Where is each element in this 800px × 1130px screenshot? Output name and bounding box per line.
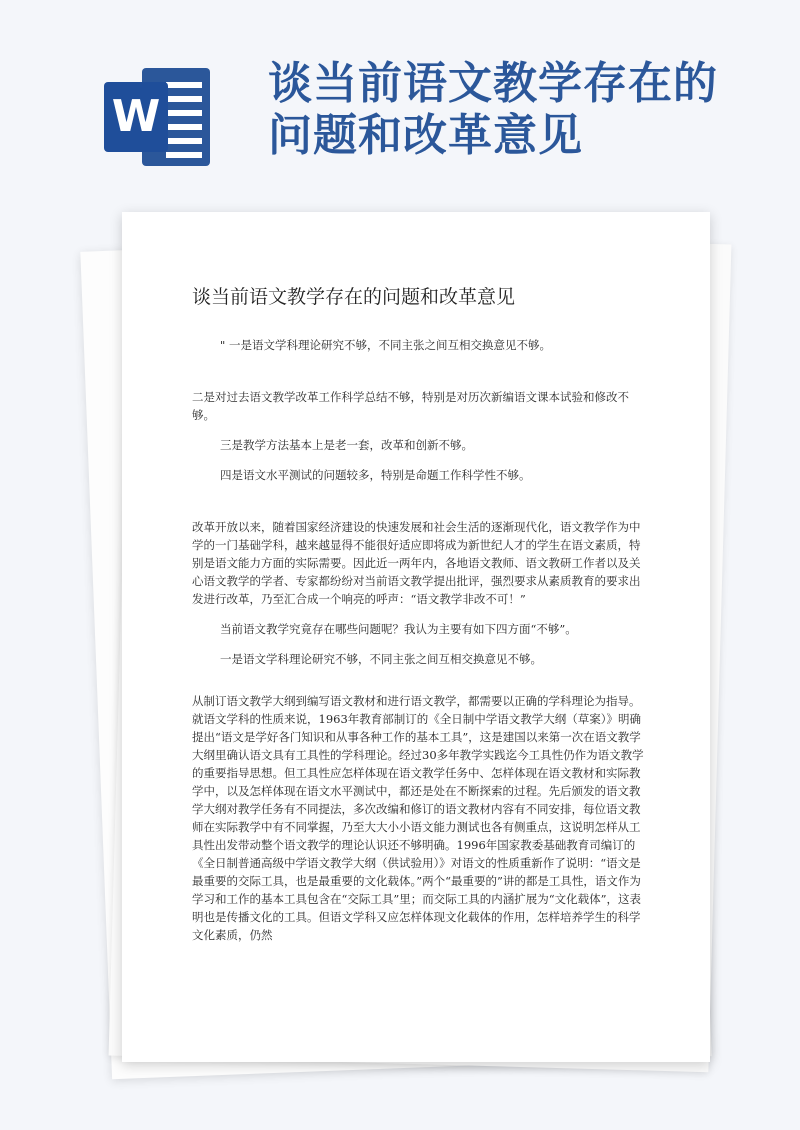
document-title: 谈当前语文教学存在的问题和改革意见 xyxy=(192,286,516,308)
paragraph: 三是教学方法基本上是老一套，改革和创新不够。 xyxy=(220,438,473,452)
paragraph: 二是对过去语文教学改革工作科学总结不够，特别是对历次新编语文课本试验和修改不够。 xyxy=(192,390,629,422)
document-page xyxy=(122,212,710,1062)
paragraph: " 一是语文学科理论研究不够，不同主张之间互相交换意见不够。 xyxy=(220,338,551,352)
paragraph: 从制订语文教学大纲到编写语文教材和进行语文教学，都需要以正确的学科理论为指导。就语文学科的性质来说，1963年教育部制订的《全日制中学语文教学大纲（草案）》明确提出“语文是学好各门知识和从事各种工作的基本工具”，这是建国以来第一次在语文教学大纲里确认语文具有工具性的学科理论。经过30多年教学实践迄今工具性仍作为语文教学的重要指导思想。但工具性应怎样体现在语文教学任务中、怎样体现在语文教材和实际教学中，以及怎样体现在语文水平测试中，都还是处在不断探索的过程。先后颁发的语文教学大纲对教学任务有不同提法，多次改编和修订的语文教材内容有不同安排，每位语文教师在实际教学中有不同掌握，乃至大大小小语文能力测试也各有侧重点，这说明怎样从工具性出发带动整个语文教学的理论认识还不够明确。1996年国家教委基础教育司编订的《全日制普通高级中学语文教学大纲（供试验用）》对语文的性质重新作了说明：“语文是最重要的交际工具，也是最重要的文化载体。”两个“最重要的”讲的都是工具性，语文作为学习和工作的基本工具包含在“交际工具”里；而交际工具的内涵扩展为“文化载体”，这表明也是传播文化的工具。但语文学科又应怎样体现文化载体的作用，怎样培养学生的科学文化素质，仍然 xyxy=(192,694,644,942)
word-icon xyxy=(104,62,214,172)
paragraph: 四是语文水平测试的问题较多，特别是命题工作科学性不够。 xyxy=(220,468,531,482)
document-content xyxy=(192,284,644,944)
word-letter-badge: W xyxy=(104,82,168,152)
paragraph: 改革开放以来，随着国家经济建设的快速发展和社会生活的逐渐现代化，语文教学作为中学的一门基础学科，越来越显得不能很好适应即将成为新世纪人才的学生在语文素质，特别是语文能力方面的实际需要。因此近一两年内，各地语文教师、语文教研工作者以及关心语文教学的学者、专家都纷纷对当前语文教学提出批评，强烈要求从素质教育的要求出发进行改革，乃至汇合成一个响亮的呼声：“语文教学非改不可！” xyxy=(192,520,641,606)
banner-title: 谈当前语文教学存在的问题和改革意见 xyxy=(268,58,718,161)
header-banner xyxy=(0,0,800,200)
paragraph: 一是语文学科理论研究不够，不同主张之间互相交换意见不够。 xyxy=(220,652,542,666)
paragraph: 当前语文教学究竟存在哪些问题呢？我认为主要有如下四方面“不够”。 xyxy=(220,622,577,636)
